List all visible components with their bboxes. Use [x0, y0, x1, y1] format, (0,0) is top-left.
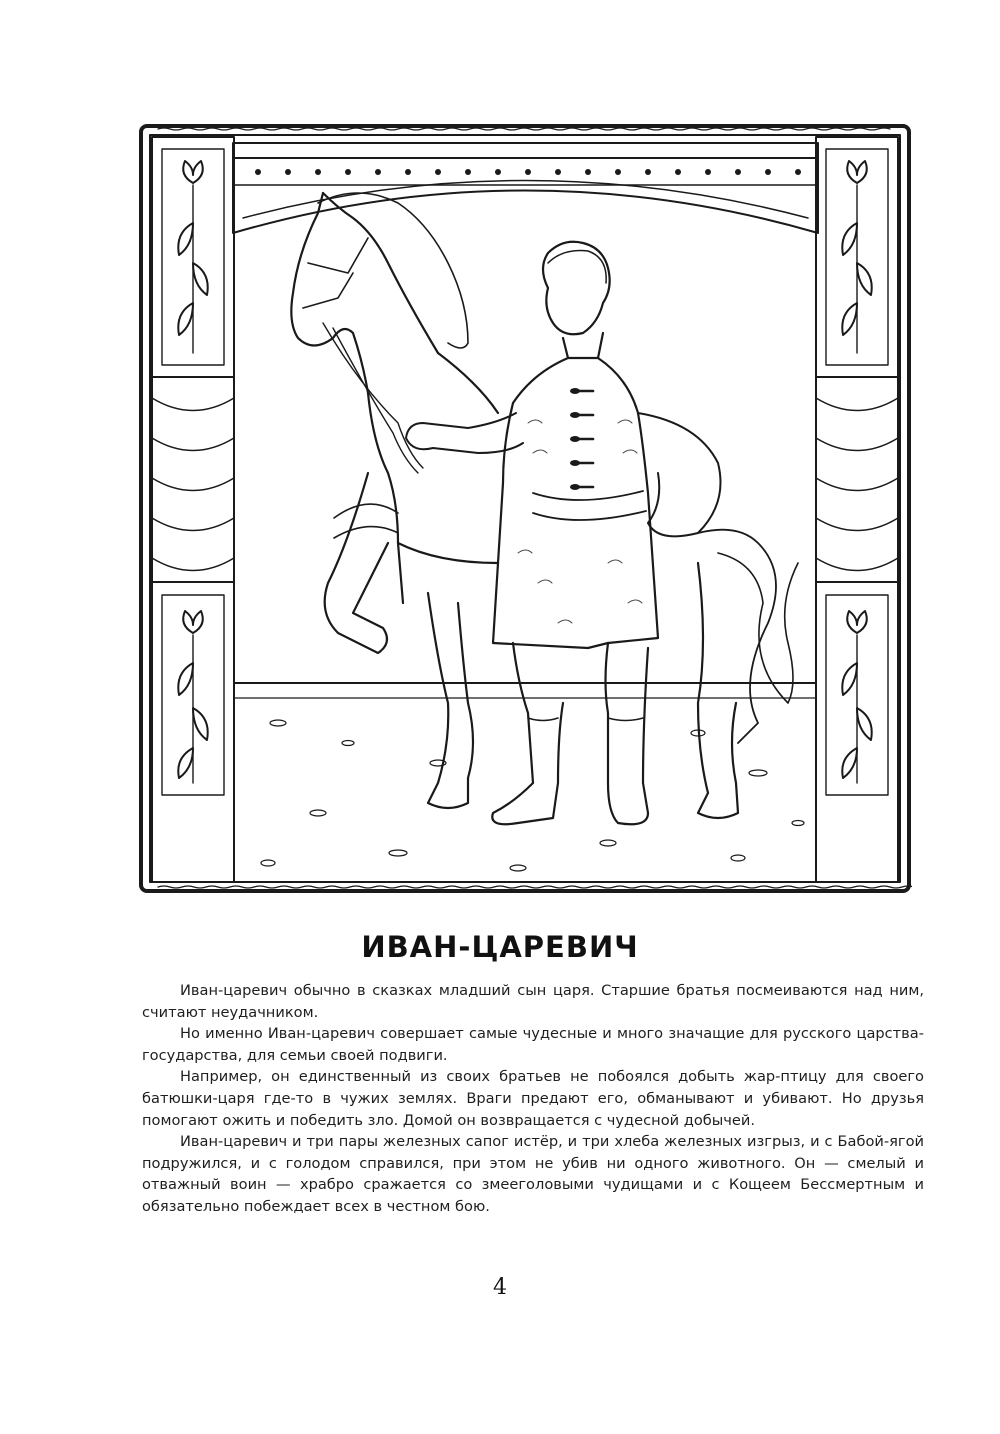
floor [234, 683, 816, 871]
coloring-illustration [138, 123, 912, 894]
body-text [142, 980, 924, 1218]
paragraph: Иван-царевич и три пары железных сапог истёр, и три хлеба железных изгрыз, и с Бабой-ягой подружился, и с голодом справился, при этом не убив ни одного животного. Он — смелый и отважный воин — храбро сражается со змееголовыми чудищами и с Кощеем Бессмертным и обязательно побеждает всех в честном бою. [142, 1133, 924, 1215]
paragraph: Но именно Иван-царевич совершает самые чудесные и много значащие для русского царства-государства, для семьи своей подвиги. [142, 1025, 924, 1064]
right-pillar [816, 137, 898, 882]
page-title: ИВАН-ЦАРЕВИЧ [361, 930, 639, 964]
horse [291, 193, 798, 818]
paragraph: Иван-царевич обычно в сказках младший сын царя. Старшие братья посмеиваются над ним, считают неудачником. [142, 982, 924, 1021]
left-pillar [152, 137, 234, 882]
page-number: 4 [493, 1275, 507, 1300]
ornamental-border [141, 126, 912, 891]
paragraph: Например, он единственный из своих братьев не побоялся добыть жар-птицу для своего батюшки-царя где-то в чужих землях. Враги предают его, обманывают и убивают. Но друзья помогают ожить и победить зло. Домой он возвращается с чудесной добычей. [142, 1068, 924, 1129]
arch [233, 143, 818, 233]
ivan-tsarevich-figure [406, 242, 721, 825]
